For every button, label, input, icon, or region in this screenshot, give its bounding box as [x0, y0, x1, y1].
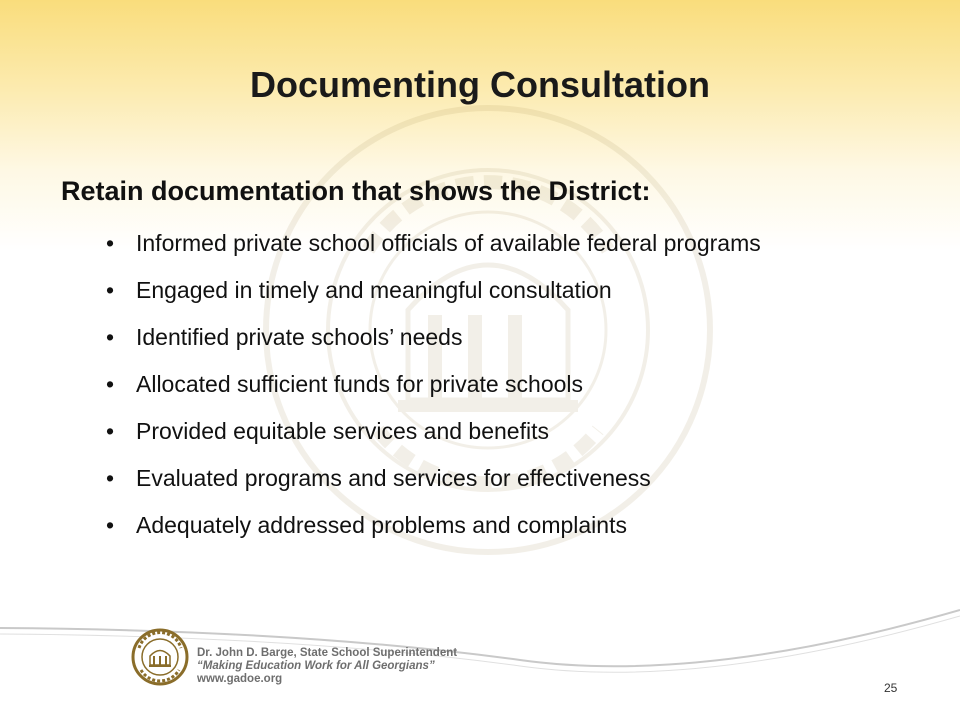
bullet-icon: •	[106, 324, 115, 350]
bullet-icon: •	[106, 371, 115, 397]
bullet-icon: •	[106, 277, 115, 303]
list-item	[106, 512, 886, 538]
list-item-text: Provided equitable services and benefits	[136, 418, 549, 444]
website-link[interactable]: www.gadoe.org	[197, 673, 283, 685]
list-item	[106, 418, 886, 444]
list-item-text: Evaluated programs and services for effectiveness	[136, 465, 651, 491]
list-item-text: Adequately addressed problems and complaints	[136, 512, 627, 538]
page-number: 25	[884, 681, 898, 695]
list-item	[106, 230, 886, 256]
footer-attribution	[197, 647, 457, 686]
bullet-list	[106, 230, 886, 559]
bullet-icon: •	[106, 512, 115, 538]
list-item-text: Informed private school officials of available federal programs	[136, 230, 761, 256]
list-item	[106, 371, 886, 397]
list-item-text: Identified private schools’ needs	[136, 324, 463, 350]
motto: “Making Education Work for All Georgians”	[197, 660, 435, 672]
bullet-icon: •	[106, 418, 115, 444]
list-item	[106, 277, 886, 303]
list-item-text: Engaged in timely and meaningful consultation	[136, 277, 612, 303]
department-of-education-logo-icon	[131, 628, 189, 686]
superintendent-name: Dr. John D. Barge, State School Superintendent	[197, 647, 458, 659]
list-item-text: Allocated sufficient funds for private schools	[136, 371, 584, 397]
bullet-icon: •	[106, 465, 115, 491]
slide-title: Documenting Consultation	[250, 64, 710, 105]
subheading: Retain documentation that shows the District:	[61, 176, 651, 206]
list-item	[106, 465, 886, 491]
bullet-icon: •	[106, 230, 115, 256]
list-item	[106, 324, 886, 350]
